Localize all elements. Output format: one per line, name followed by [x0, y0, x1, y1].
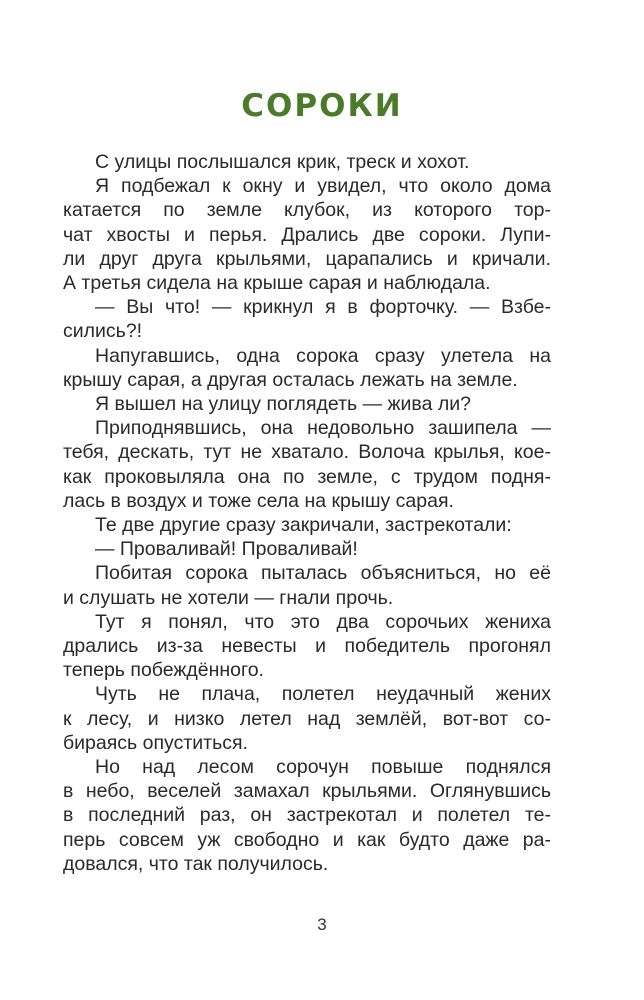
- text-line: Я подбежал к окну и увидел, что около дома: [95, 175, 551, 198]
- text-line: довался, что так получилось.: [63, 852, 329, 875]
- text-line: — Вы что! — крикнул я в форточку. — Взбе-: [95, 296, 551, 319]
- text-line: и слушать не хотели — гнали прочь.: [63, 586, 394, 609]
- text-line: теперь побеждённого.: [63, 659, 264, 682]
- text-line: Те две другие сразу закричали, застрекотали:: [95, 514, 512, 537]
- text-line: Тут я понял, что это два сорочьих жениха: [95, 610, 551, 633]
- text-line: чат хвосты и перья. Дрались две сороки. Лупи-: [63, 223, 551, 246]
- text-line: Но над лесом сорочун повыше поднялся: [95, 756, 551, 779]
- text-line: в последний раз, он застрекотал и полетел те-: [63, 804, 551, 827]
- text-line: тебя, дескать, тут не хватало. Волоча крылья, кое-: [63, 441, 551, 464]
- text-line: лась в воздух и тоже села на крышу сарая.: [63, 489, 454, 512]
- story-body: [63, 150, 551, 876]
- text-line: Я вышел на улицу поглядеть — жива ли?: [95, 393, 471, 416]
- text-line: ли друг друга крыльями, царапались и кричали.: [63, 247, 551, 270]
- text-line: перь совсем уж свободно и как будто даже ра-: [63, 828, 551, 851]
- text-line: Чуть не плача, полетел неудачный жених: [95, 683, 551, 706]
- text-line: С улицы послышался крик, треск и хохот.: [95, 151, 470, 173]
- text-line: бираясь опуститься.: [63, 731, 248, 754]
- text-line: сились?!: [63, 320, 143, 343]
- text-line: Напугавшись, одна сорока сразу улетела на: [95, 344, 551, 367]
- story-title: СОРОКИ: [241, 88, 403, 124]
- text-line: дрались из-за невесты и победитель прогонял: [63, 635, 551, 658]
- text-line: Побитая сорока пыталась объясниться, но её: [95, 562, 551, 585]
- text-line: как проковыляла она по земле, с трудом подня-: [63, 465, 551, 488]
- text-line: в небо, веселей замахал крыльями. Оглянувшись: [63, 780, 551, 803]
- text-line: — Проваливай! Проваливай!: [95, 538, 358, 561]
- text-line: катается по земле клубок, из которого тор-: [63, 199, 551, 222]
- text-line: к лесу, и низко летел над землёй, вот-вот со-: [63, 707, 551, 730]
- text-line: крышу сарая, а другая осталась лежать на земле.: [63, 368, 518, 391]
- text-line: А третья сидела на крыше сарая и наблюдала.: [63, 272, 491, 295]
- page-number: 3: [317, 915, 327, 934]
- text-line: Приподнявшись, она недовольно зашипела —: [95, 417, 551, 440]
